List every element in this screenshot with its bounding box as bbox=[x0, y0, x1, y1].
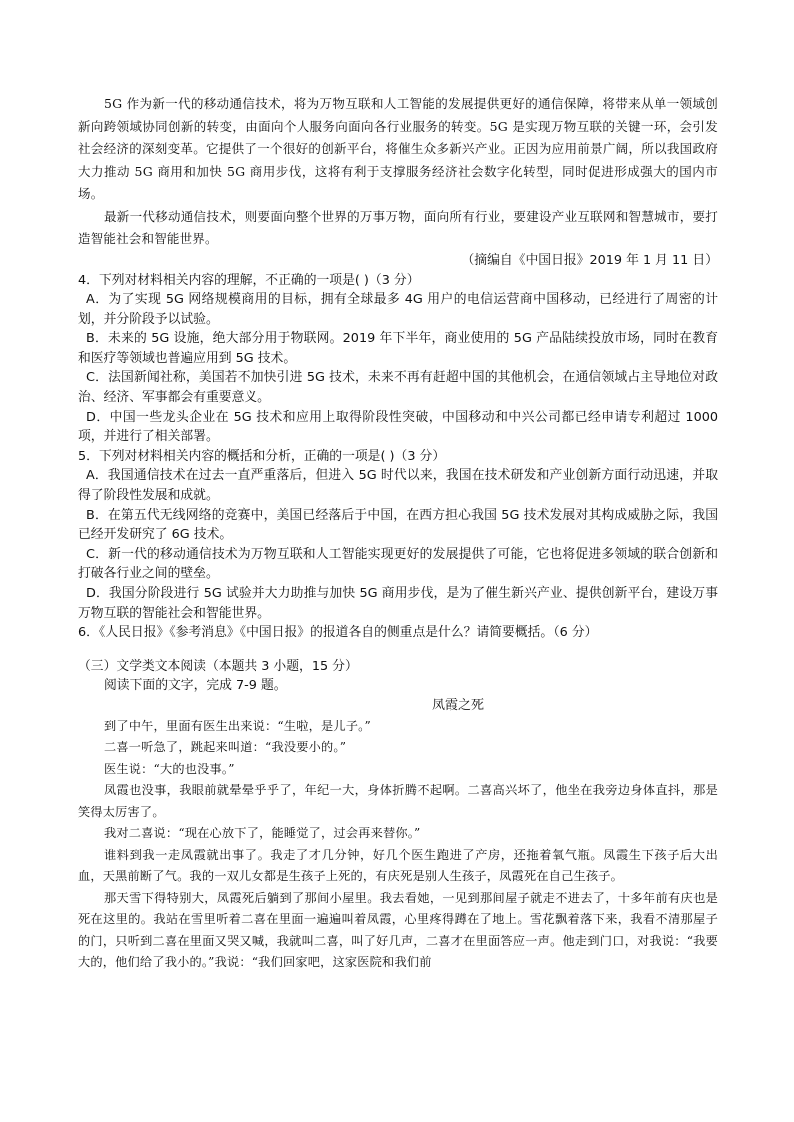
question-4-option-a: A．为了实现 5G 网络规模商用的目标，拥有全球最多 4G 用户的电信运营商中国移动，已经进行了周密的计划，并分阶段予以试验。 bbox=[78, 292, 718, 327]
passage-paragraph-1: 5G 作为新一代的移动通信技术，将为万物互联和人工智能的发展提供更好的通信保障，将带来从单一领域创新向跨领域协同创新的转变，由面向个人服务向面向各行业服务的转变。5G 是实现万物互联的关键一环，会引发社会经济的深刻变革。它提供了一个很好的创新平台，将催生众多新兴产业。正因为应用前景广阔，所以我国政府大力推动 5G 商用和加快 5G 商用步伐，这将有利于支撑服务经济社会数字化转型，同时促进形成强大的国内市场。 bbox=[78, 96, 718, 201]
passage-paragraph-2: 最新一代移动通信技术，则要面向整个世界的万事万物，面向所有行业，要建设产业互联网和智慧城市，要打造智能社会和智能世界。 bbox=[78, 208, 718, 246]
question-5 bbox=[78, 447, 718, 623]
story-title: 凤霞之死 bbox=[431, 697, 484, 713]
question-4-option-b: B．未来的 5G 设施，绝大部分用于物联网。2019 年下半年，商业使用的 5G 产品陆续投放市场，同时在教育和医疗等领域也普遍应用到 5G 技术。 bbox=[78, 331, 718, 366]
question-5-option-b: B．在第五代无线网络的竞赛中，美国已经落后于中国，在西方担心我国 5G 技术发展对其构成威胁之际，我国已经开发研究了 6G 技术。 bbox=[78, 507, 718, 543]
question-5-stem: 5．下列对材料相关内容的概括和分析，正确的一项是( )（3 分） bbox=[78, 448, 446, 464]
story-paragraph: 我对二喜说：“现在心放下了，能睡觉了，过会再来替你。” bbox=[104, 826, 421, 841]
question-4 bbox=[78, 271, 718, 447]
page-content bbox=[78, 93, 718, 974]
question-5-option-c: C．新一代的移动通信技术为万物互联和人工智能实现更好的发展提供了可能，它也将促进多领域的联合创新和打破各行业之间的壁垒。 bbox=[78, 546, 718, 582]
story-paragraph: 二喜一听急了，跳起来叫道：“我没要小的。” bbox=[104, 740, 347, 755]
story-paragraph: 谁料到我一走凤霞就出事了。我走了才几分钟，好几个医生跑进了产房，还拖着氧气瓶。凤霞生下孩子后大出血，天黑前断了气。我的一双儿女都是生孩子上死的，有庆死是别人生孩子，凤霞死在自己生孩子。 bbox=[78, 847, 718, 884]
section-literary-reading bbox=[78, 657, 718, 974]
question-4-stem: 4．下列对材料相关内容的理解，不正确的一项是( )（3 分） bbox=[78, 272, 420, 288]
story-paragraph: 那天雪下得特别大，凤霞死后躺到了那间小屋里。我去看她，一见到那间屋子就走不进去了，十多年前有庆也是死在这里的。我站在雪里听着二喜在里面一遍遍叫着凤霞，心里疼得蹲在了地上。雪花飘着落下来，我看不清那屋子的门，只听到二喜在里面又哭又喊，我就叫二喜，叫了好几声，二喜才在里面答应一声。他走到门口，对我说：“我要大的，他们给了我小的。”我说：“我们回家吧，这家医院和我们前 bbox=[78, 890, 718, 970]
question-5-option-a: A．我国通信技术在过去一直严重落后，但进入 5G 时代以来，我国在技术研发和产业创新方面行动迅速，并取得了阶段性发展和成就。 bbox=[78, 468, 718, 504]
question-5-option-d: D．我国分阶段进行 5G 试验并大力助推与加快 5G 商用步伐，是为了催生新兴产业、提供创新平台，建设万事万物互联的智能社会和智能世界。 bbox=[78, 586, 718, 621]
section-instruction: 阅读下面的文字，完成 7-9 题。 bbox=[104, 678, 287, 694]
story-paragraph: 医生说：“大的也没事。” bbox=[104, 761, 235, 776]
passage-source: （摘编自《中国日报》2019 年 1 月 11 日） bbox=[461, 252, 718, 268]
question-4-option-d: D．中国一些龙头企业在 5G 技术和应用上取得阶段性突破，中国移动和中兴公司都已经申请专利超过 1000 项，并进行了相关部署。 bbox=[78, 409, 718, 445]
story-paragraph: 凤霞也没事，我眼前就晕晕乎乎了，年纪一大，身体折腾不起啊。二喜高兴坏了，他坐在我旁边身体直抖，那是笑得太厉害了。 bbox=[78, 783, 718, 819]
section-header: （三）文学类文本阅读（本题共 3 小题，15 分） bbox=[78, 658, 358, 674]
story-paragraph: 到了中午，里面有医生出来说：“生啦，是儿子。” bbox=[104, 718, 371, 733]
question-4-option-c: C．法国新闻社称，美国若不加快引进 5G 技术，未来不再有赶超中国的其他机会，在通信领域占主导地位对政治、经济、军事都会有重要意义。 bbox=[78, 370, 718, 406]
question-6-stem: 6．《人民日报》《参考消息》《中国日报》的报道各自的侧重点是什么？请简要概括。（6 分） bbox=[78, 625, 598, 641]
